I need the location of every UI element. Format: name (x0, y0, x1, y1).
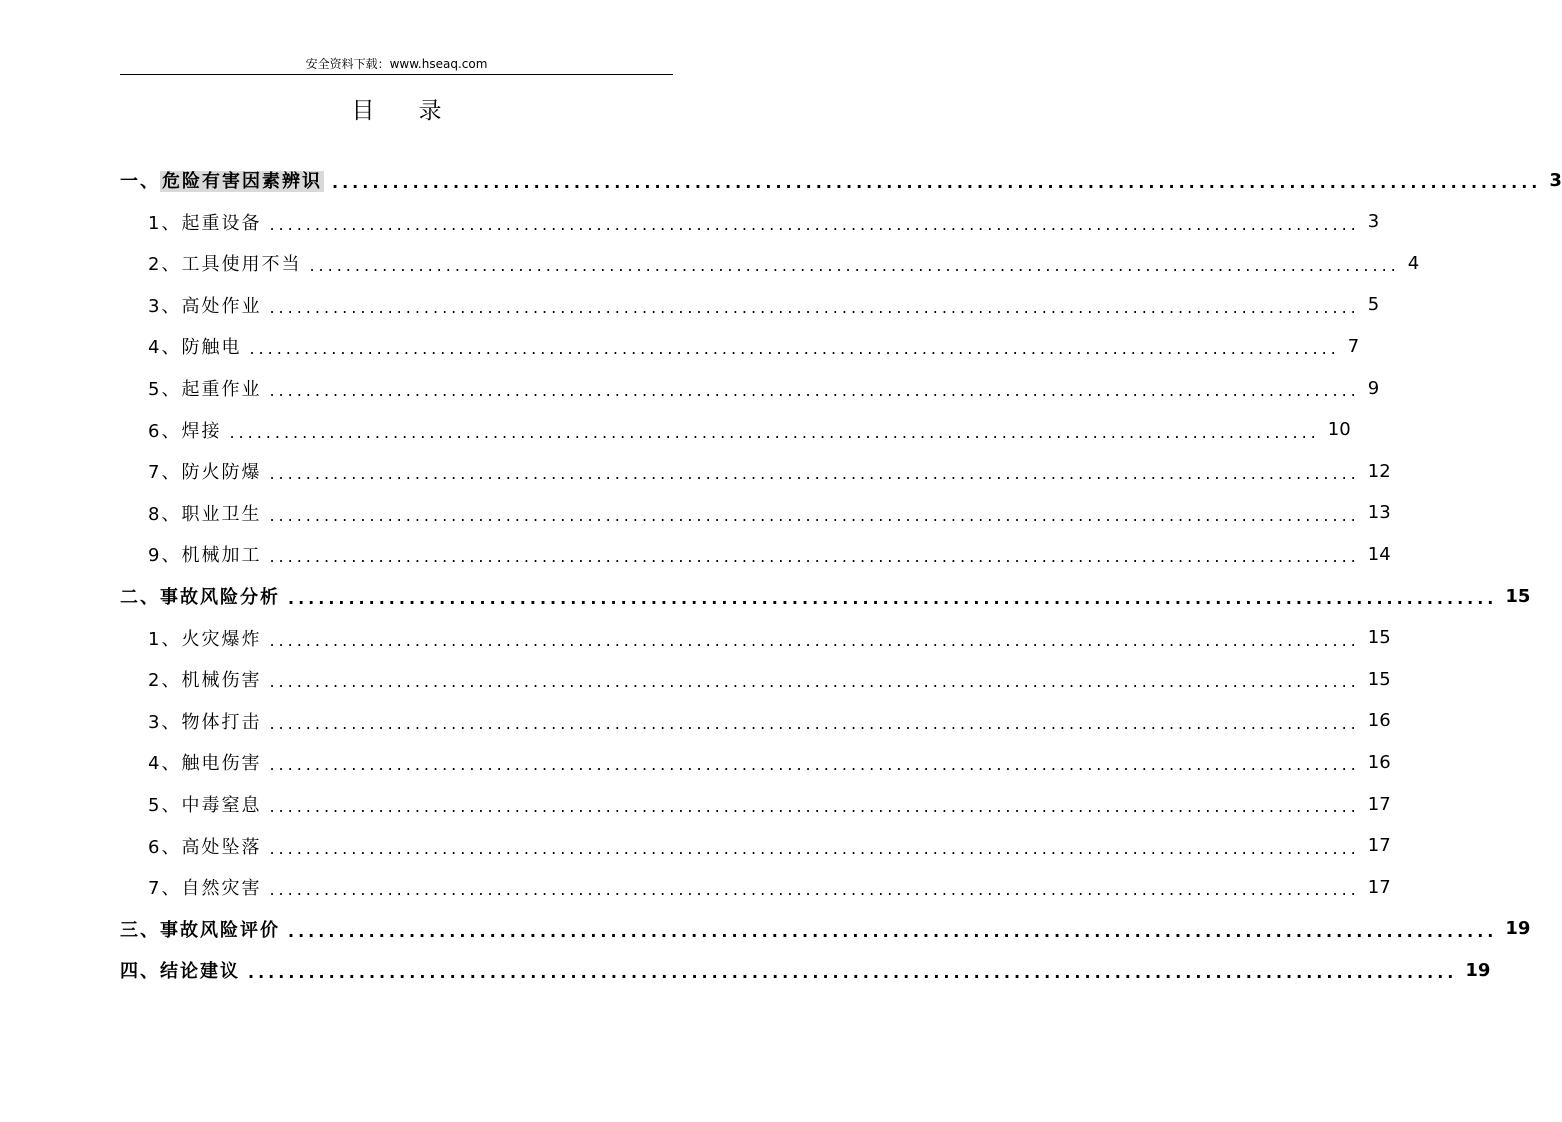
toc-entry-text: 焊接 (181, 420, 222, 442)
toc-page-number: 7 (1347, 335, 1360, 357)
toc-subsection-entry[interactable] (148, 243, 1420, 283)
toc-dot-leader: ........................................................................................................................ (269, 297, 1360, 317)
toc-page-number: 19 (1505, 918, 1531, 940)
toc-subsection-entry[interactable] (148, 368, 1380, 408)
toc-entry-number: 3、 (148, 711, 182, 733)
toc-page-number: 17 (1367, 793, 1391, 815)
toc-entry-text: 物体打击 (181, 711, 262, 733)
toc-entry-label (148, 417, 221, 443)
toc-entry-text: 工具使用不当 (181, 254, 302, 276)
toc-page-number: 10 (1327, 419, 1351, 441)
toc-entry-number: 2、 (148, 254, 182, 276)
toc-entry-number: 5、 (148, 795, 182, 816)
toc-dot-leader: ........................................................................................................................ (269, 755, 1360, 775)
toc-entry-label (148, 250, 301, 276)
toc-entry-text: 防触电 (181, 337, 242, 359)
toc-subsection-entry[interactable] (148, 826, 1391, 866)
toc-entry-number: 三、 (120, 919, 160, 941)
toc-dot-leader: ........................................................................................................................ (269, 880, 1360, 900)
toc-entry-text: 机械加工 (181, 545, 262, 567)
toc-entry-text: 起重作业 (181, 379, 262, 400)
toc-entry-text: 防火防爆 (181, 462, 262, 484)
toc-section-entry[interactable] (120, 950, 1491, 990)
toc-dot-leader: ........................................................................................................................ (229, 422, 1320, 442)
toc-entry-label (120, 957, 240, 983)
toc-entry-label (120, 167, 324, 193)
toc-entry-label (148, 833, 261, 859)
toc-entry-label (148, 708, 261, 734)
toc-entry-text: 高处坠落 (181, 836, 262, 858)
toc-entry-label (120, 916, 280, 942)
toc-page-number: 3 (1549, 169, 1562, 191)
page-header: 安全资料下载：www.hseaq.com (305, 57, 488, 71)
toc-entry-text: 起重设备 (181, 212, 262, 234)
toc-subsection-entry[interactable] (148, 659, 1391, 699)
toc-entry-label (148, 749, 261, 775)
toc-title (0, 96, 793, 126)
toc-subsection-entry[interactable] (148, 326, 1360, 366)
toc-page-number: 4 (1407, 252, 1420, 274)
toc-title-first-char: 目 (351, 98, 375, 124)
toc-entry-label (148, 333, 241, 359)
toc-entry-label (148, 458, 261, 484)
toc-entry-number: 4、 (148, 753, 182, 775)
toc-dot-leader: ........................................................................................................................ (288, 589, 1498, 608)
toc-dot-leader: ........................................................................................................................ (269, 381, 1360, 400)
toc-entry-number: 四、 (120, 961, 160, 983)
header-divider (120, 74, 673, 75)
toc-entry-number: 4、 (148, 337, 182, 359)
toc-entry-label (148, 500, 261, 526)
toc-dot-leader: ........................................................................................................................ (269, 838, 1360, 858)
toc-entry-text: 中毒窒息 (181, 795, 262, 816)
toc-entry-number: 7、 (148, 462, 182, 484)
toc-entry-text: 自然灾害 (181, 878, 262, 900)
toc-entry-label (148, 791, 261, 817)
toc-entry-text: 危险有害因素辨识 (162, 171, 322, 192)
toc-page-number: 5 (1367, 294, 1380, 316)
toc-entry-number: 一、 (120, 171, 160, 192)
toc-subsection-entry[interactable] (148, 451, 1391, 491)
toc-subsection-entry[interactable] (148, 701, 1391, 741)
toc-entry-text: 机械伤害 (181, 670, 262, 692)
toc-page-number: 12 (1367, 460, 1391, 482)
toc-dot-leader: ........................................................................................................................ (269, 464, 1360, 484)
toc-dot-leader: ........................................................................................................................ (269, 630, 1360, 650)
toc-dot-leader: ........................................................................................................................ (269, 672, 1360, 692)
toc-page-number: 15 (1505, 585, 1531, 607)
toc-entry-number: 1、 (148, 628, 182, 650)
toc-entry-number: 9、 (148, 545, 182, 567)
toc-entry-number: 1、 (148, 212, 182, 234)
toc-page-number: 15 (1367, 668, 1391, 690)
toc-page-number: 15 (1367, 627, 1391, 649)
toc-entry-number: 6、 (148, 420, 182, 442)
toc-entry-text: 触电伤害 (181, 753, 262, 775)
toc-entry-number: 7、 (148, 878, 182, 900)
toc-entry-number: 6、 (148, 836, 182, 858)
toc-entry-number: 5、 (148, 379, 182, 400)
toc-subsection-entry[interactable] (148, 410, 1351, 450)
toc-entry-label (148, 541, 261, 567)
toc-entry-text: 事故风险分析 (160, 587, 280, 608)
toc-entry-label (148, 375, 261, 401)
toc-page-number: 17 (1367, 876, 1391, 898)
toc-dot-leader: ........................................................................................................................ (248, 963, 1458, 983)
toc-page-number: 16 (1367, 751, 1391, 773)
toc-entry-label (120, 583, 280, 609)
toc-entry-text: 结论建议 (160, 961, 240, 983)
toc-dot-leader: ........................................................................................................................ (249, 339, 1340, 359)
toc-section-entry[interactable] (120, 576, 1531, 616)
toc-dot-leader: ........................................................................................................................ (288, 921, 1498, 941)
toc-subsection-entry[interactable] (148, 202, 1380, 242)
toc-dot-leader: ........................................................................................................................ (269, 713, 1360, 733)
toc-subsection-entry[interactable] (148, 784, 1391, 824)
toc-page-number: 17 (1367, 835, 1391, 857)
toc-entry-number: 二、 (120, 587, 160, 608)
toc-entry-number: 2、 (148, 670, 182, 692)
toc-entry-label (148, 209, 261, 235)
toc-dot-leader: ........................................................................................................................ (332, 173, 1542, 192)
toc-page-number: 19 (1465, 959, 1491, 981)
toc-page-number: 16 (1367, 710, 1391, 732)
toc-entry-text: 职业卫生 (181, 503, 262, 525)
toc-subsection-entry[interactable] (148, 618, 1391, 658)
toc-dot-leader: ........................................................................................................................ (269, 505, 1360, 525)
toc-page-number: 3 (1367, 211, 1380, 233)
toc-dot-leader: ........................................................................................................................ (309, 256, 1400, 276)
toc-section-entry[interactable] (120, 909, 1531, 949)
toc-page-number: 14 (1367, 543, 1391, 565)
toc-page-number: 13 (1367, 502, 1391, 524)
toc-entry-label (148, 625, 261, 651)
toc-subsection-entry[interactable] (148, 742, 1391, 782)
toc-subsection-entry[interactable] (148, 493, 1391, 533)
toc-dot-leader: ........................................................................................................................ (269, 214, 1360, 234)
toc-title-second-char: 录 (418, 98, 442, 124)
toc-page-number: 9 (1367, 377, 1380, 399)
toc-entry-number: 3、 (148, 295, 182, 317)
toc-subsection-entry[interactable] (148, 285, 1380, 325)
toc-section-entry[interactable] (120, 160, 1562, 200)
toc-entry-number: 8、 (148, 503, 182, 525)
toc-entry-label (148, 292, 261, 318)
toc-subsection-entry[interactable] (148, 534, 1391, 574)
toc-entry-text: 火灾爆炸 (181, 628, 262, 650)
toc-dot-leader: ........................................................................................................................ (269, 797, 1360, 816)
toc-subsection-entry[interactable] (148, 867, 1391, 907)
toc-entry-text: 高处作业 (181, 295, 262, 317)
toc-entry-text: 事故风险评价 (160, 919, 280, 941)
toc-entry-label (148, 874, 261, 900)
toc-dot-leader: ........................................................................................................................ (269, 547, 1360, 567)
toc-entry-label (148, 666, 261, 692)
